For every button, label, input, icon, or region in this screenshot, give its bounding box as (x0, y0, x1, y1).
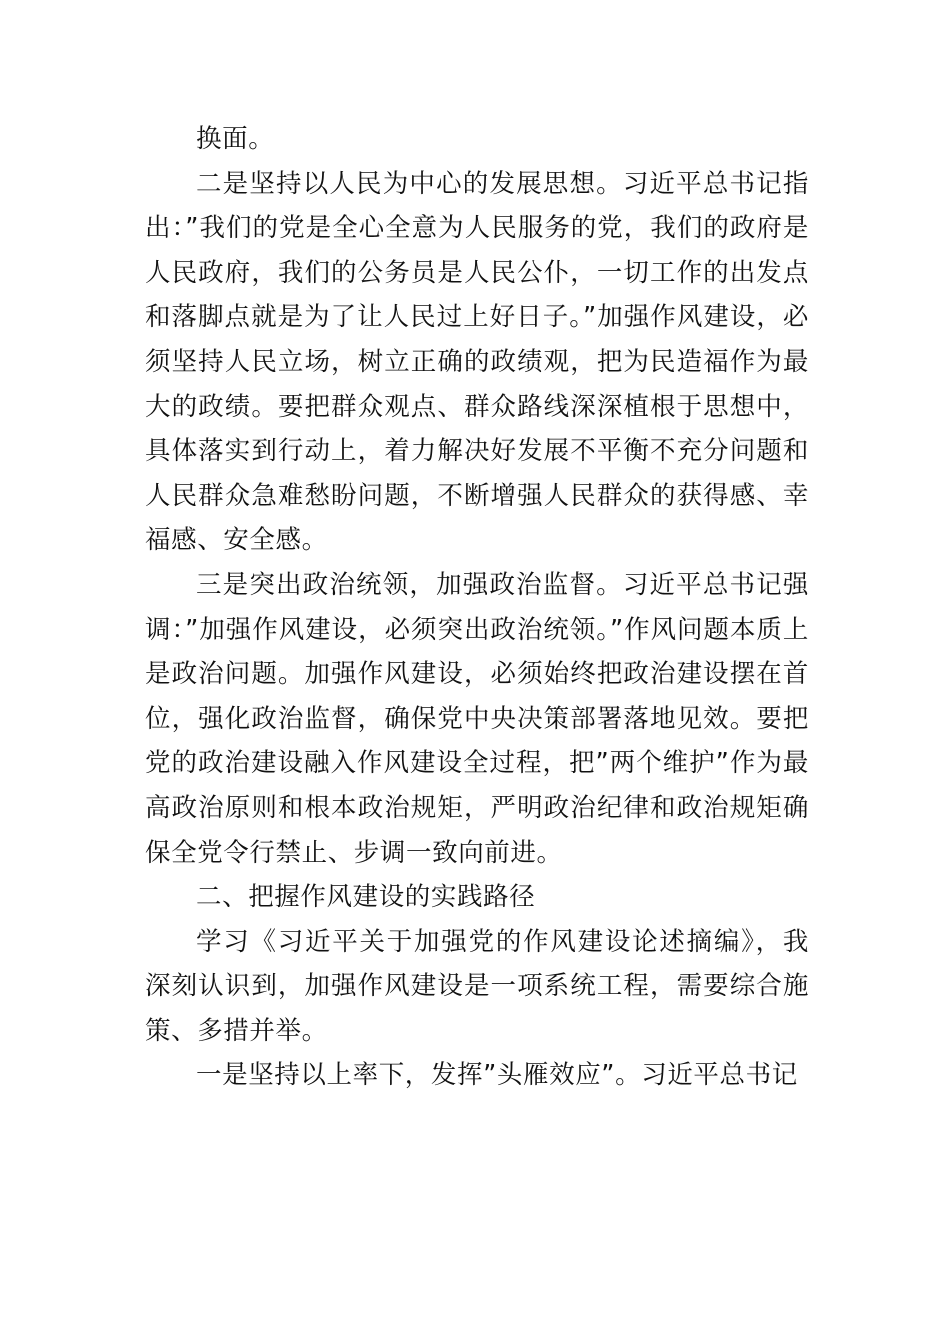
section-heading: 二、把握作风建设的实践路径 (196, 882, 536, 913)
paragraph-people-centered: 二是坚持以人民为中心的发展思想。习近平总书记指出：”我们的党是全心全意为人民服务的党，我们的政府是人民政府，我们的公务员是人民公仆，一切工作的出发点和落脚点就是为了让人民过上好日子。”加强作风建设，必须坚持人民立场，树立正确的政绩观，把为民造福作为最大的政绩。要把群众观点、群众路线深深植根于思想中，具体落实到行动上，着力解决好发展不平衡不充分问题和人民群众急难愁盼问题，不断增强人民群众的获得感、幸福感、安全感。 (145, 168, 809, 556)
paragraph-continuation: 换面。 (196, 124, 275, 154)
paragraph-lead-by-example: 一是坚持以上率下，发挥”头雁效应”。习近平总书记 (196, 1060, 798, 1091)
paragraph-political-leadership: 三是突出政治统领，加强政治监督。习近平总书记强调：”加强作风建设，必须突出政治统领。”作风问题本质上是政治问题。加强作风建设，必须始终把政治建设摆在首位，强化政治监督，确保党中央决策部署落地见效。要把党的政治建设融入作风建设全过程，把”两个维护”作为最高政治原则和根本政治规矩，严明政治纪律和政治规矩确保全党令行禁止、步调一致向前进。 (145, 569, 809, 868)
document-body (145, 117, 809, 1098)
paragraph-study-reflection: 学习《习近平关于加强党的作风建设论述摘编》，我深刻认识到，加强作风建设是一项系统工程，需要综合施策、多措并举。 (145, 926, 809, 1046)
